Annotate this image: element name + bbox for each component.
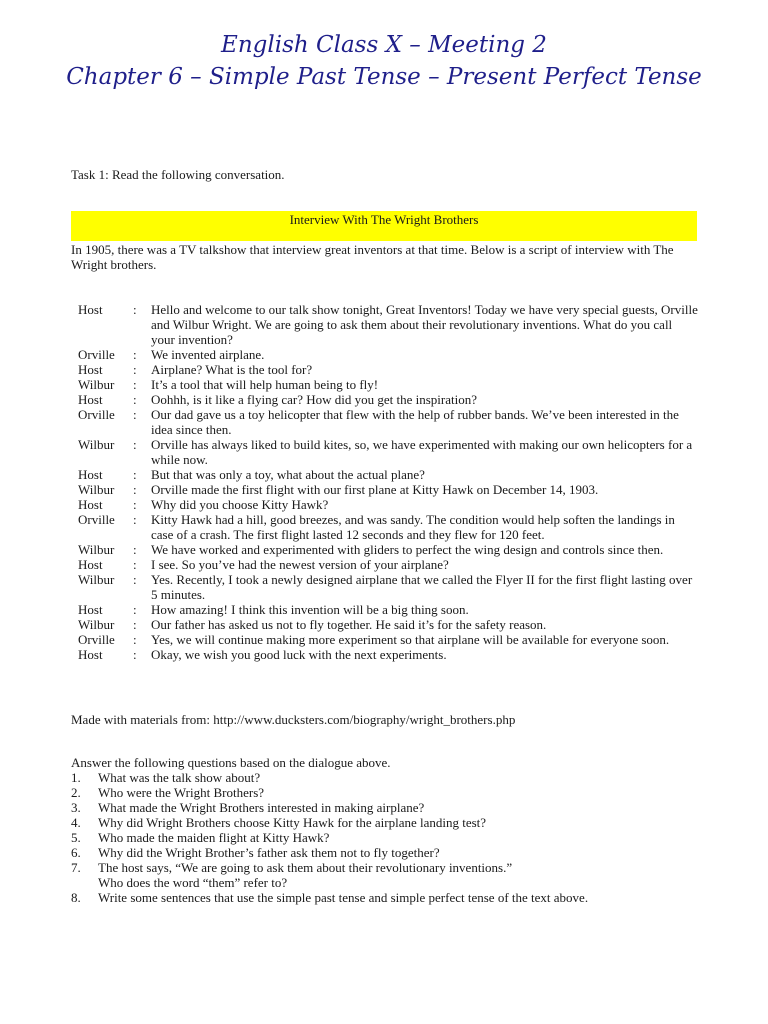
speaker-colon: : xyxy=(133,512,137,527)
speaker-name: Wilbur xyxy=(78,572,115,587)
dialogue-row xyxy=(78,512,698,542)
question-item xyxy=(71,815,697,830)
question-number: 2. xyxy=(71,785,81,800)
question-line: Write some sentences that use the simple past tense and simple perfect tense of the text above. xyxy=(98,890,589,905)
dialogue-line: We invented airplane. xyxy=(151,347,265,362)
speaker-colon: : xyxy=(133,407,137,422)
speaker-colon: : xyxy=(133,542,137,557)
dialogue-row xyxy=(78,407,698,437)
question-item xyxy=(71,800,697,815)
question-text xyxy=(98,815,697,830)
dialogue-line: Orville has always liked to build kites, so, we have experimented with making our own helicopters for a while now. xyxy=(151,437,693,467)
question-number: 3. xyxy=(71,800,81,815)
dialogue-line: Oohhh, is it like a flying car? How did you get the inspiration? xyxy=(151,392,478,407)
speaker-colon: : xyxy=(133,467,137,482)
question-number: 4. xyxy=(71,815,81,830)
speaker-name: Wilbur xyxy=(78,377,115,392)
dialogue-row xyxy=(78,377,698,392)
speaker-name: Host xyxy=(78,302,103,317)
question-text xyxy=(98,890,697,905)
page-title: English Class X – Meeting 2 xyxy=(221,32,547,58)
speaker-name: Host xyxy=(78,602,103,617)
speaker-name: Orville xyxy=(78,347,115,362)
question-number: 1. xyxy=(71,770,81,785)
speaker-name: Host xyxy=(78,497,103,512)
dialogue-line: We have worked and experimented with gliders to perfect the wing design and controls since then. xyxy=(151,542,664,557)
question-line: Who were the Wright Brothers? xyxy=(98,785,265,800)
speaker-colon: : xyxy=(133,377,137,392)
question-item xyxy=(71,890,697,905)
question-text xyxy=(98,860,697,890)
dialogue-line: Yes. Recently, I took a newly designed airplane that we called the Flyer II for the first flight lasting over 5 minutes. xyxy=(151,572,693,602)
speaker-name: Wilbur xyxy=(78,617,115,632)
questions-block xyxy=(71,755,697,905)
speaker-colon: : xyxy=(133,362,137,377)
dialogue-row xyxy=(78,392,698,407)
question-text xyxy=(98,845,697,860)
dialogue-line: I see. So you’ve had the newest version of your airplane? xyxy=(151,557,449,572)
dialogue-line: It’s a tool that will help human being to fly! xyxy=(151,377,379,392)
dialogue-line: But that was only a toy, what about the actual plane? xyxy=(151,467,425,482)
question-line: Why did Wright Brothers choose Kitty Hawk for the airplane landing test? xyxy=(98,815,487,830)
questions-intro: Answer the following questions based on the dialogue above. xyxy=(71,755,391,770)
question-item xyxy=(71,785,697,800)
speaker-name: Wilbur xyxy=(78,542,115,557)
speaker-colon: : xyxy=(133,602,137,617)
speaker-colon: : xyxy=(133,497,137,512)
question-line: Why did the Wright Brother’s father ask them not to fly together? xyxy=(98,845,440,860)
dialogue-line: Hello and welcome to our talk show tonight, Great Inventors! Today we have very special guests, Orville and Wilbur Wright. We are going to ask them about their revolutionary inventions. What do you call your invention? xyxy=(151,302,698,347)
question-line: Who does the word “them” refer to? xyxy=(98,875,288,890)
speaker-colon: : xyxy=(133,572,137,587)
speaker-colon: : xyxy=(133,302,137,317)
speaker-name: Orville xyxy=(78,407,115,422)
dialogue-line: Why did you choose Kitty Hawk? xyxy=(151,497,329,512)
dialogue-line: Kitty Hawk had a hill, good breezes, and was sandy. The condition would help soften the landings in case of a crash. The first flight lasted 12 seconds and they flew for 120 feet. xyxy=(151,512,675,542)
dialogue-row xyxy=(78,557,698,572)
speaker-name: Host xyxy=(78,392,103,407)
dialogue-row xyxy=(78,602,698,617)
speaker-name: Wilbur xyxy=(78,437,115,452)
dialogue-row xyxy=(78,542,698,557)
question-item xyxy=(71,845,697,860)
question-line: The host says, “We are going to ask them about their revolutionary inventions.” xyxy=(98,860,513,875)
question-line: What was the talk show about? xyxy=(98,770,261,785)
dialogue-row xyxy=(78,497,698,512)
question-number: 7. xyxy=(71,860,81,875)
question-number: 5. xyxy=(71,830,81,845)
dialogue-row xyxy=(78,632,698,647)
speaker-name: Wilbur xyxy=(78,482,115,497)
question-number: 8. xyxy=(71,890,81,905)
dialogue-row xyxy=(78,572,698,602)
question-line: Who made the maiden flight at Kitty Hawk? xyxy=(98,830,330,845)
dialogue-row xyxy=(78,302,698,347)
dialogue-row xyxy=(78,467,698,482)
question-text xyxy=(98,770,697,785)
page-subtitle: Chapter 6 – Simple Past Tense – Present Perfect Tense xyxy=(66,64,702,90)
speaker-name: Host xyxy=(78,557,103,572)
speaker-name: Host xyxy=(78,362,103,377)
question-number: 6. xyxy=(71,845,81,860)
speaker-colon: : xyxy=(133,632,137,647)
dialogue-row xyxy=(78,347,698,362)
dialogue-row xyxy=(78,482,698,497)
task-instruction: Task 1: Read the following conversation. xyxy=(71,167,285,182)
speaker-colon: : xyxy=(133,392,137,407)
dialogue-row xyxy=(78,647,698,662)
dialogue-row xyxy=(78,617,698,632)
question-line: What made the Wright Brothers interested in making airplane? xyxy=(98,800,425,815)
speaker-colon: : xyxy=(133,647,137,662)
dialogue-line: Yes, we will continue making more experiment so that airplane will be available for everyone soon. xyxy=(151,632,670,647)
question-text xyxy=(98,785,697,800)
dialogue-line: Orville made the first flight with our first plane at Kitty Hawk on December 14, 1903. xyxy=(151,482,599,497)
speaker-colon: : xyxy=(133,437,137,452)
intro-paragraph: In 1905, there was a TV talkshow that interview great inventors at that time. Below is a script of interview with The Wright brothers. xyxy=(71,242,674,272)
dialogue-line: Our dad gave us a toy helicopter that flew with the help of rubber bands. We’ve been interested in the idea since then. xyxy=(151,407,679,437)
speaker-name: Host xyxy=(78,467,103,482)
speaker-colon: : xyxy=(133,347,137,362)
dialogue-row xyxy=(78,437,698,467)
question-item xyxy=(71,830,697,845)
question-text xyxy=(98,830,697,845)
speaker-name: Orville xyxy=(78,632,115,647)
speaker-name: Orville xyxy=(78,512,115,527)
speaker-colon: : xyxy=(133,557,137,572)
interview-banner: Interview With The Wright Brothers xyxy=(71,211,697,241)
question-item xyxy=(71,860,697,890)
speaker-name: Host xyxy=(78,647,103,662)
question-text xyxy=(98,800,697,815)
dialogue-row xyxy=(78,362,698,377)
dialogue-line: How amazing! I think this invention will be a big thing soon. xyxy=(151,602,469,617)
speaker-colon: : xyxy=(133,482,137,497)
dialogue-block xyxy=(78,302,698,662)
dialogue-line: Okay, we wish you good luck with the next experiments. xyxy=(151,647,447,662)
dialogue-line: Our father has asked us not to fly together. He said it’s for the safety reason. xyxy=(151,617,547,632)
question-item xyxy=(71,770,697,785)
source-credit: Made with materials from: http://www.ducksters.com/biography/wright_brothers.php xyxy=(71,712,516,727)
dialogue-line: Airplane? What is the tool for? xyxy=(151,362,313,377)
speaker-colon: : xyxy=(133,617,137,632)
